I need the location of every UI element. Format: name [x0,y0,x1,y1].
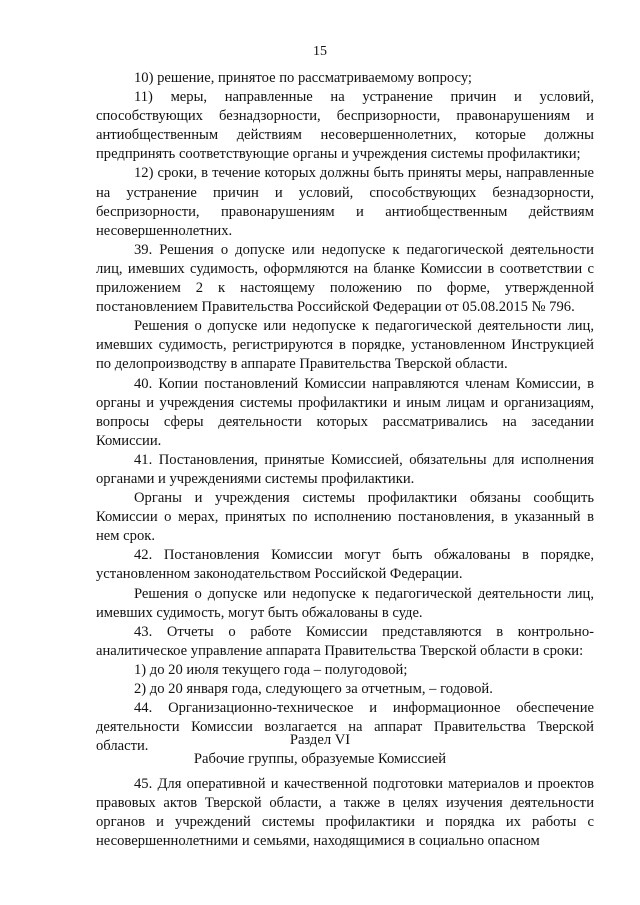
paragraph-43-item-1: 1) до 20 июля текущего года – полугодовой; [134,661,408,678]
paragraph-39: 39. Решения о допуске или недопуске к педагогической деятельности лиц, имевших судимость, оформляются на бланке Комиссии в соответствии с приложением 2 к настоящему положению по форме, утвержденной постановлением Правительства Российской Федерации от 05.08.2015 № 796. [96,241,594,316]
paragraph-item-11: 11) меры, направленные на устранение причин и условий, способствующих безнадзорности, беспризорности, правонарушениям и антиобщественным действиям несовершеннолетних, которые должны предпринять соответствующие органы и учреждения системы профилактики; [96,89,594,163]
paragraph-43-item-2: 2) до 20 января года, следующего за отчетным, – годовой. [134,681,493,697]
paragraph-40: 40. Копии постановлений Комиссии направляются членам Комиссии, в органы и учреждения системы профилактики и иным лицам и организациям, вопросы сферы деятельности которых рассматривались на заседании Комиссии. [96,375,594,449]
paragraph-45: 45. Для оперативной и качественной подготовки материалов и проектов правовых актов Тверской области, а также в целях изучения деятельности органов и учреждений системы профилактики и порядка их работы с несовершеннолетними и семьями, находящимися в социально опасном [96,776,594,850]
paragraph-42-cont: Решения о допуске или недопуске к педагогической деятельности лиц, имевших судимость, могут быть обжалованы в суде. [96,585,594,621]
document-body [96,69,594,756]
paragraph-item-10: 10) решение, принятое по рассматриваемому вопросу; [134,70,472,86]
section-number: Раздел VI [289,732,351,748]
section-heading [0,731,640,769]
paragraph-43: 43. Отчеты о работе Комиссии представляются в контрольно-аналитическое управление аппарата Правительства Тверской области в сроки: [96,623,594,659]
page-number: 15 [313,44,327,59]
section-title: Рабочие группы, образуемые Комиссией [193,751,447,767]
document-body-tail [96,775,594,851]
paragraph-item-12: 12) сроки, в течение которых должны быть приняты меры, направленные на устранение причин и условий, способствующих безнадзорности, беспризорности, правонарушениям и антиобщественным действиям несовершеннолетних. [96,165,594,239]
paragraph-42: 42. Постановления Комиссии могут быть обжалованы в порядке, установленном законодательством Российской Федерации. [96,547,594,583]
paragraph-41: 41. Постановления, принятые Комиссией, обязательны для исполнения органами и учреждениями системы профилактики. [96,451,594,487]
paragraph-39-cont: Решения о допуске или недопуске к педагогической деятельности лиц, имевших судимость, регистрируются в порядке, установленном Инструкцией по делопроизводству в аппарате Правительства Тверской области. [96,318,594,373]
paragraph-44: 44. Организационно-техническое и информационное обеспечение деятельности Комиссии возлагается на аппарат Правительства Тверской области. [96,700,594,755]
paragraph-41-cont: Органы и учреждения системы профилактики обязаны сообщить Комиссии о мерах, принятых по исполнению постановления, в указанный в нем срок. [96,490,594,545]
